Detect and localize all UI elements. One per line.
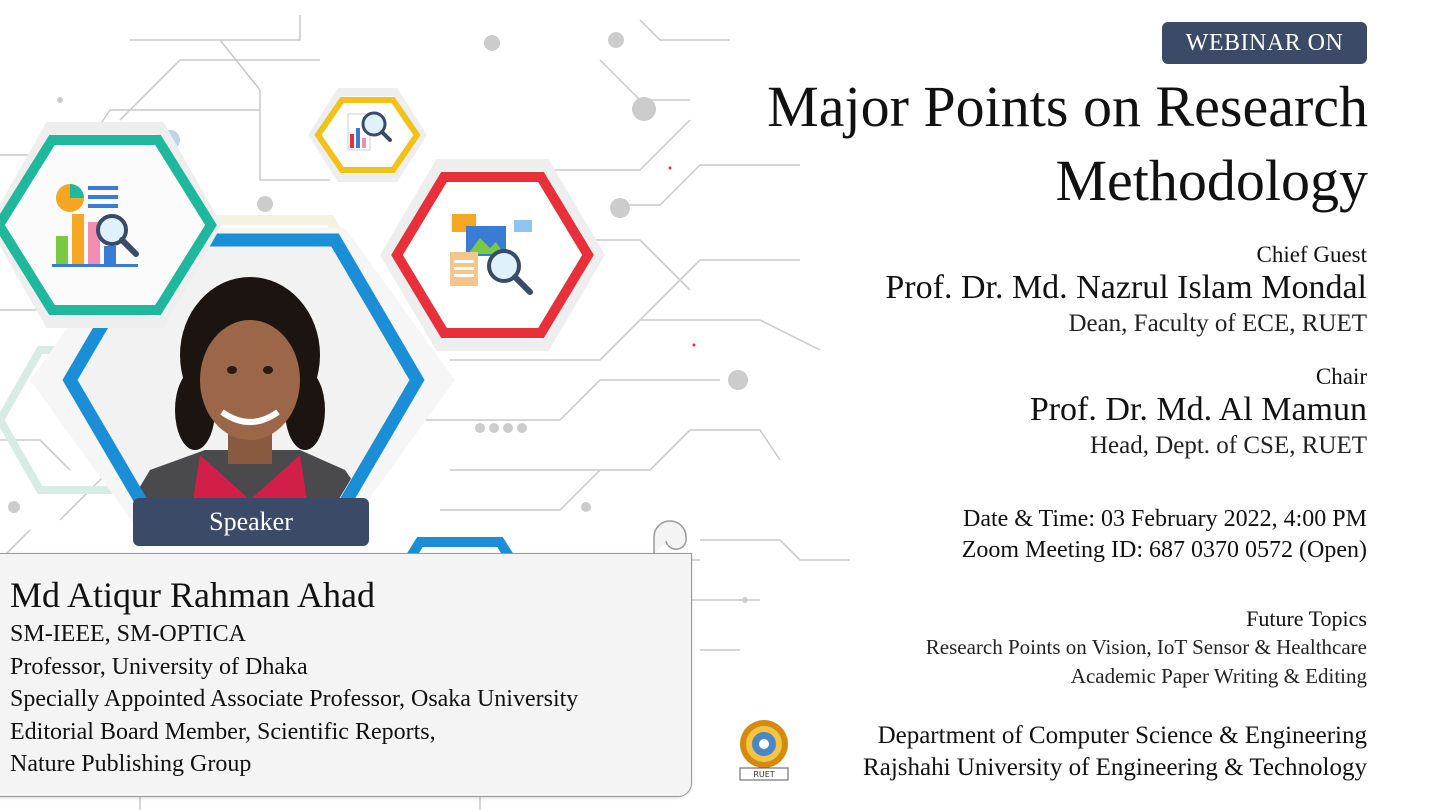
department-name: Department of Computer Science & Engineering	[877, 722, 1367, 749]
future-topic-item: Research Points on Vision, IoT Sensor & Healthcare	[925, 635, 1367, 659]
webinar-title	[648, 70, 1368, 218]
chair-role: Chair	[1315, 364, 1367, 389]
ruet-logo-icon	[736, 718, 792, 782]
chief-guest-block	[885, 242, 1367, 340]
speaker-name: Md Atiqur Rahman Ahad	[10, 575, 375, 615]
chair-block	[1030, 364, 1367, 462]
speaker-credential-line: SM-IEEE, SM-OPTICA	[10, 621, 247, 647]
speaker-credentials	[10, 618, 578, 781]
speaker-credential-line: Editorial Board Member, Scientific Reports,	[10, 718, 436, 745]
event-details	[962, 504, 1367, 566]
future-topic-item: Academic Paper Writing & Editing	[1070, 664, 1367, 688]
chair-position: Head, Dept. of CSE, RUET	[1089, 432, 1367, 459]
zoom-meeting-id: Zoom Meeting ID: 687 0370 0572 (Open)	[961, 537, 1367, 563]
speaker-credential-line: Professor, University of Dhaka	[10, 653, 308, 680]
chief-guest-role: Chief Guest	[1256, 242, 1367, 267]
chief-guest-position: Dean, Faculty of ECE, RUET	[1068, 310, 1367, 337]
chair-name: Prof. Dr. Md. Al Mamun	[1029, 391, 1367, 428]
date-time: Date & Time: 03 February 2022, 4:00 PM	[962, 506, 1367, 532]
speaker-credential-line: Specially Appointed Associate Professor, Osaka University	[10, 686, 579, 712]
dot-red-accents	[649, 167, 696, 562]
chief-guest-name: Prof. Dr. Md. Nazrul Islam Mondal	[885, 269, 1367, 306]
future-topics-heading: Future Topics	[1246, 606, 1367, 631]
title-line-1: Major Points on Research	[767, 74, 1368, 139]
speaker-label: Speaker	[133, 498, 369, 546]
future-topics	[926, 605, 1367, 691]
organizer-block	[863, 720, 1367, 784]
title-line-2: Methodology	[1055, 148, 1368, 213]
speaker-credential-line: Nature Publishing Group	[10, 751, 252, 777]
scroll-curl-decoration	[650, 517, 690, 557]
webinar-badge: WEBINAR ON	[1162, 22, 1367, 64]
ruet-logo-text: RUET	[753, 770, 775, 779]
university-name: Rajshahi University of Engineering & Technology	[863, 754, 1367, 781]
